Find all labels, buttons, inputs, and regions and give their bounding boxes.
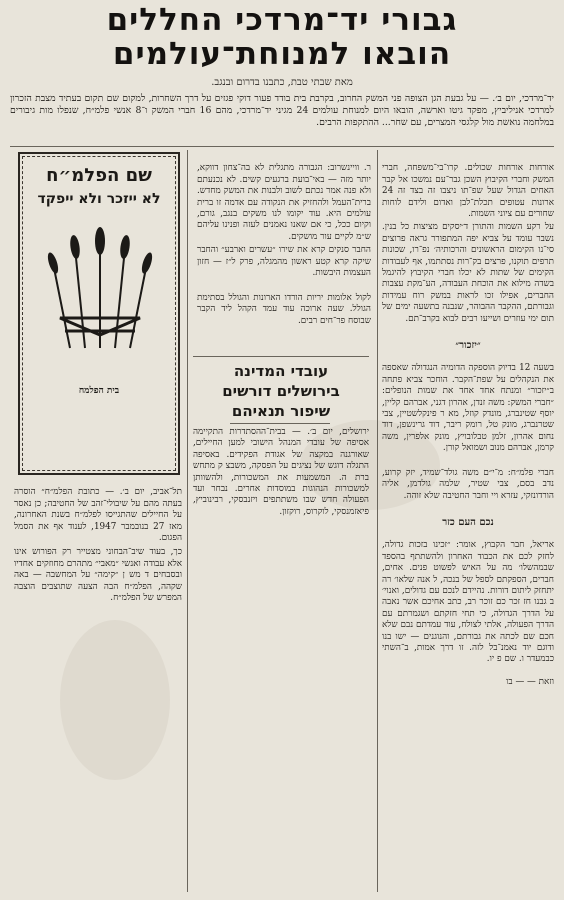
- article-headline-1: עובדי המדינה: [233, 362, 329, 380]
- paragraph: אריאל, חבר הקבוץ, אומר: ״זכינו בזכות גדולה, לחזק לכם את הכבוד האחרון ולהשתתף בהספד שבמהשלו׳ מה על האיש לפשוט פנים. אחים, חברים, הספקתם לספל של בנכה, ל אנה שלאו׳ רה יתחזק ליתום דורות. נהיידם לנכם עם גדולים, ואנוי׳ ב גבנו חז זכר כם זוכר רב, כתב אחיכם אשר נאבה על הדרך הגדולה, כי תחי חזקתם ושגמרתם עם הדרך הפעולה, אלתי לצולח, עוד עמדתם נבם שלא חכם שם לכתה את גבורתם, והנוגנים — ישו בנו ודוגם יוד נאמנ־בל לזה. זו דרך אמות, ב־השתי כבמעדר ו. שם פ יו.: [382, 540, 554, 665]
- article-headline-3: שיפור תנאיהם: [231, 402, 331, 420]
- headline-line-2: הובאו למנוחת־עולמים: [112, 36, 452, 72]
- paragraph: אורחות אורחות שכולים. קרו־בי־משפחה, חברי המשק וחברי הקיבוץ השכן גבר־עם נמשכו אל קבר האחים הגדול שעל שפ־תו ניצבו זה בצד זה 24 ארונות עטופים תכלת־לבן ואדום ולידם לוחות שחורים עם ציוני השמות.: [382, 163, 554, 220]
- subheading: נכם העם כזר: [442, 516, 494, 528]
- palmach-emblem: [45, 223, 155, 353]
- box-title: שם הפלמ״ח: [46, 165, 152, 186]
- headline-rule: [230, 423, 330, 424]
- paragraph: חברי פלמ״ח: מ־י״ם משה גולד־שמיד, יזק קרוע, נדב בסם, צבי שטיר, שלמה גולדמן, אליה הורדונזקי, עזרא ויי וחבר החטיבה שלא זוהה.: [382, 467, 554, 501]
- paragraph: בשעה 12 בדיוק הוספקה הדומיה הנגדולה שאספה את הנקהלים על שפת־הקבר. הוחכר צביא פתחה ב״יזכור״ ומנתח אחד אחד את שמות הנופלים: ״חברי המשק: משה זנדן, אהרון דגני, אברהם קליין, יוסף שטינברג, מונדק קוזל, מא ר פינקלשטיין, צבי שטרנברג, מונק טל, רומק ריבר, דוד גרינשפן, דוד נחום אהרון, זלמן טבלובויץ, מונק אלפרין, משה קרמן, אברהם מנוב ושמואל קורן.: [382, 363, 554, 454]
- paper-stain: [60, 620, 170, 780]
- article-body: ירושלים, יום ב׳. — בבית־ההסתדרות התקיימה אסיפה של עובדי המנהל הישובי למען החיילים, שאורגנה במקצה של אגודת הפקידים. באסיפה התגלה דוגש של נציגים על הפסקה, משבצ ק מתחש ברת ה. המשמעות את המשכורות, ולהשוותן למשכורות הנהוגות במוסדות אחרים. נבחר ועד הפעולה חדש שבו משתתפים ויזנבסקי, רבינוביץ, פיאזמנסקי, לוקרוס, רוקזון.: [193, 427, 369, 517]
- paragraph: תל־אביב, יום ב׳. — כתובת הפלמ״ח״ הוסרה בעתה מהם על שיבולי־זהב של החטיבה; כן נאסר על החיילים שהתגייסו לפלמ״ח בשנת האחרונה, מאז 27 בנובמבר 1947, לענוד אף את הסמל הפגום.: [14, 487, 182, 544]
- article-divider: [193, 356, 369, 357]
- byline: מאת שבתי טבת, כתבנו בדרום ובנגב.: [211, 77, 353, 88]
- box-subtitle: לא ייזכר ולא ייפקד: [37, 191, 161, 207]
- column-right: [382, 152, 554, 892]
- column-divider: [377, 150, 378, 892]
- box-frame: [22, 156, 176, 471]
- article-headline-2: בירושלים דורשים: [222, 382, 340, 400]
- paragraph: ר. וויינשרוב: הגבורה מתגלית לא בה־צחון דווקא, יותר מזה — באי־בועת ברגעים קשים. לא נכנעתם ולא פנה אמר נכתם לשוב ולבנות את המשק מחדש. ברית־העמל ולהחזיק את הנקודה עם אדמה זו ברית עולמים היא. עוד יקומו לנו משקים בנגב, גורם, וקיום ככל, כי אם שאנו נאמנים לעזה ופנינו עליהם ש״מ לקיים עור מושקים.: [197, 163, 371, 242]
- lead-paragraph: יד־מרדכי, יום ב׳. — על גבעת הגן הצופה פני המשק החרוב, בקרבת בית בודד פעור דוקי פגזים על דרך השחרות, למקום שם תקום בעתיד מצבת הזכרון למרדכי אניליביץ, מפקד גיטו וארשה, הובאו היום למנוחת עולמים 24 מגיני יד־מרדכי, מהם 16 חברי המשק ו־8 אנשי פלמ״ח, שנפלו מות גיבורים במלחמה נואשת מול קלגסי המצרים, עם שחר... ההתקפות הרבים.: [10, 93, 554, 128]
- column-middle: [197, 152, 371, 352]
- palmach-article: [14, 476, 182, 616]
- headline-line-1: גבורי יד־מרדכי החללים: [106, 2, 458, 38]
- lead-divider: [10, 146, 554, 147]
- paragraph: לקול אלומות יריות הורדו הארונות והגולל בסתימת הגולל. שעה ארוכה עוד עמד הקהל ליד הקבר שבוסח פר־חים רבים.: [197, 292, 371, 326]
- paragraph: כך, בעוד שיב־הבחוני מצטייר רק הפורוש אינו אלא עבודה ואנשי ״מאבי״ מתהרם מחוזקים אחדיו ובסבחים ד מש ן ״קימה״ על המחשבה — באה שקהה, הפלמ״ח הבה הצעה שתוצבים הוצבה המפרש של הפלמ״ח.: [14, 547, 182, 604]
- paragraph: וזאת — — בו: [506, 677, 554, 688]
- palmach-notice-box: [18, 152, 180, 475]
- subheading-yizkor: ״יזכור״: [455, 339, 481, 351]
- box-caption: בית הפלמח: [78, 386, 120, 396]
- paragraph: על רקע השמות והתורן ד׳יסקים מציצות כל בנין. נשבר עומד על צביא יפה המתפורר גראה פרוצים סי־נו הקימום הראשונים והרכותיה׳ נפ־רו, שכונות תרפים תוקנו, פרצים בק־רות נסתתמו, אף לעבודות הקימים של שתות לא יכלו חברי הקיבוץ להיגמל בשדה מילוא את הוכחת העבודה, הע־מקת עצבות החברים, אפילו זכו לראות במשק רוח עמידות וגבורתם, ההקבר ההבוהר, שנבנה בתשעה ימים של תום ימי עוזרים ושייעו רבים לבוא בקרב־תם.: [382, 222, 554, 324]
- column-divider: [187, 150, 188, 892]
- paragraph: החבר סנקים קרא את שירו ״עשרים וארבע״ והחבר שיקה קרא קטע ראשון מהמגלה, פרק ל״ז — חזון העצמות היבשות.: [197, 245, 371, 279]
